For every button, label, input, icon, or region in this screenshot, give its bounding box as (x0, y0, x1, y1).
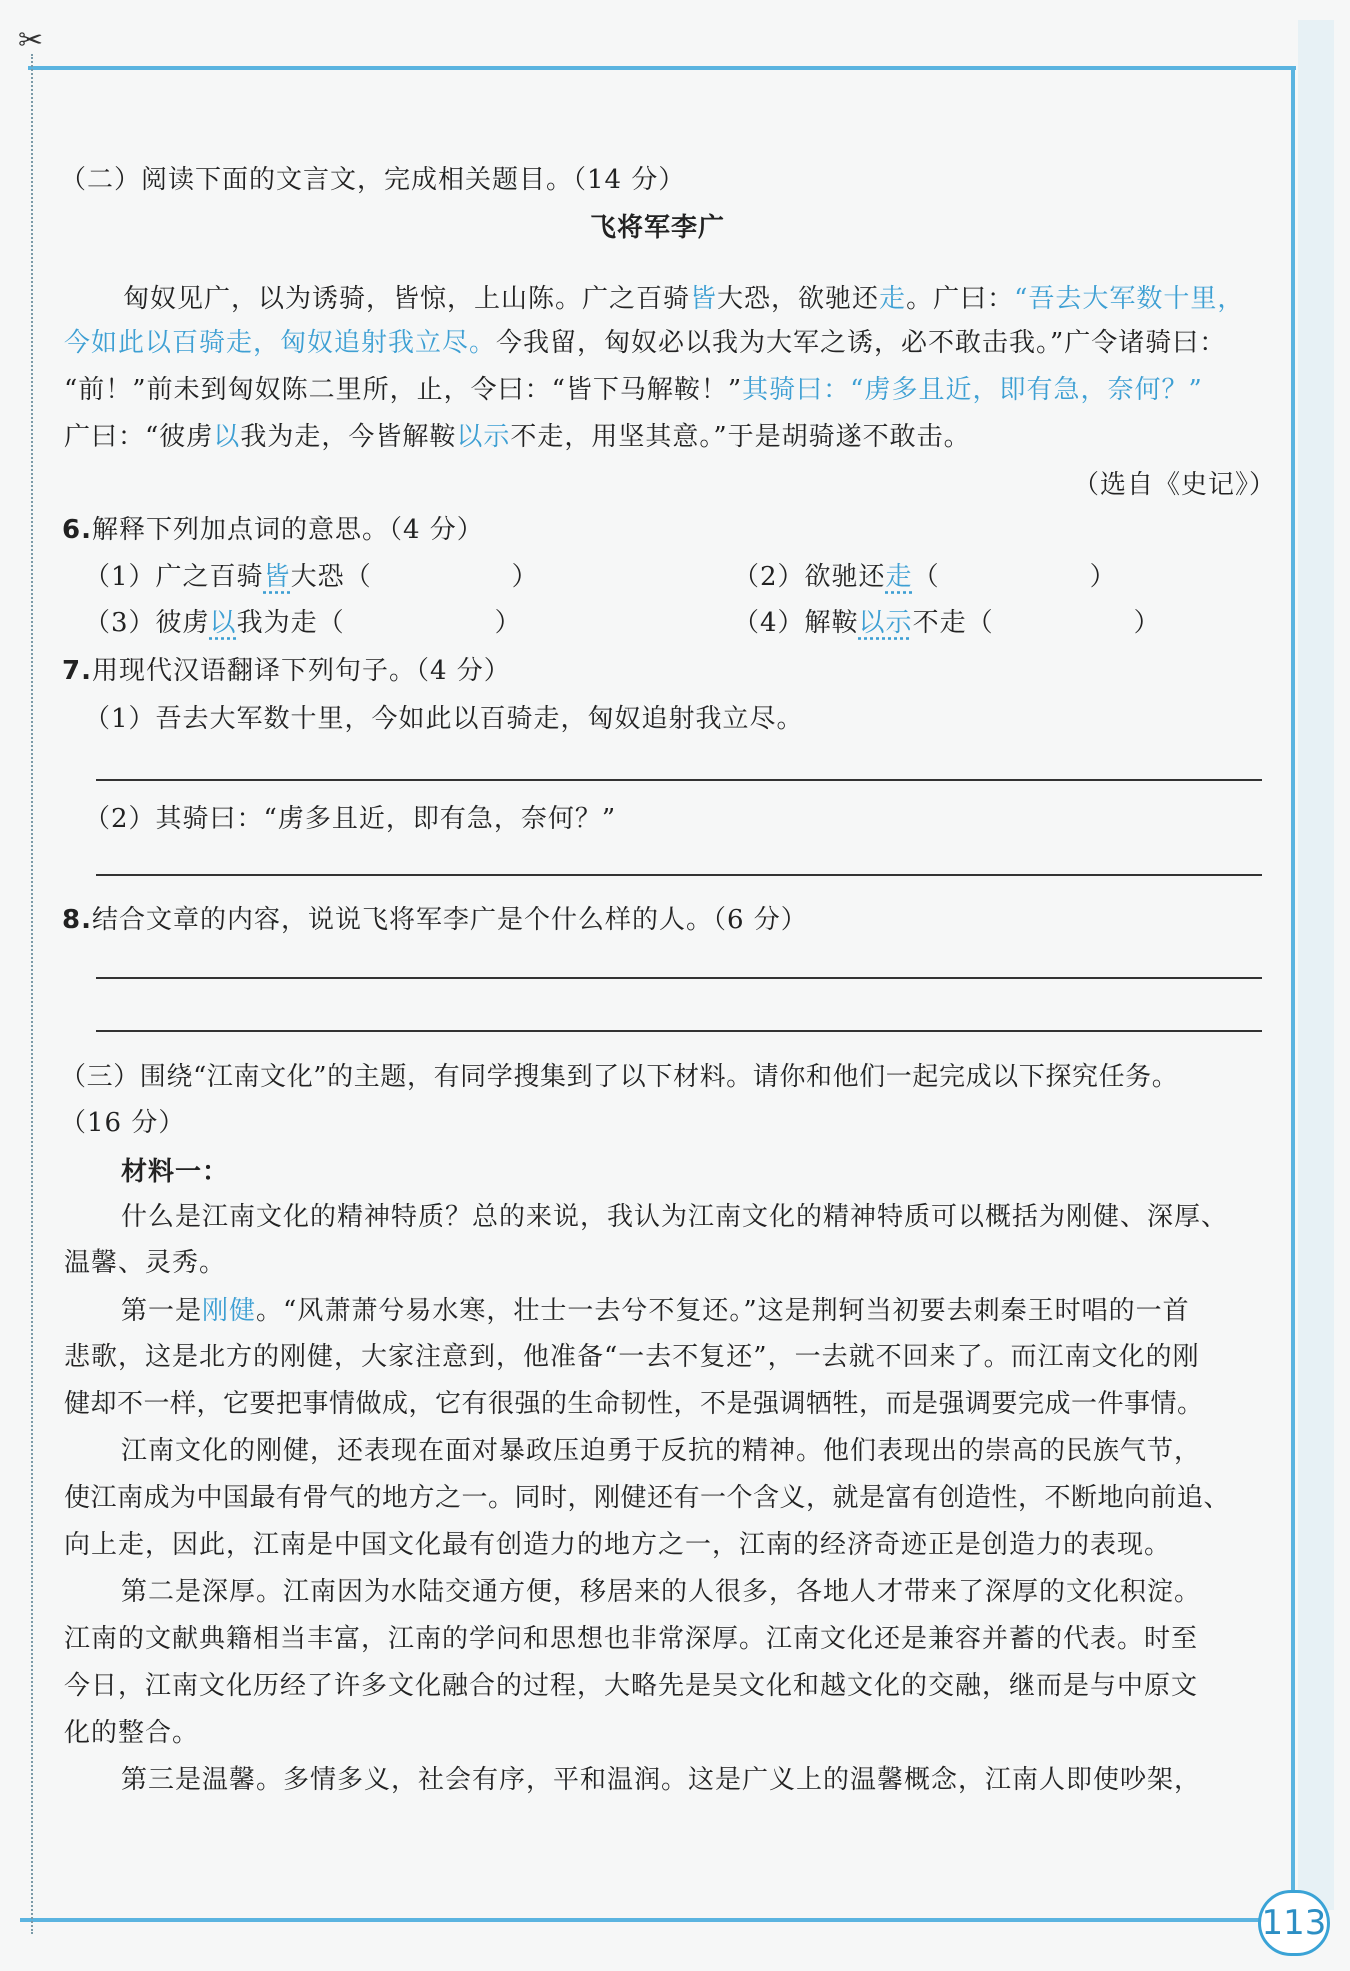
material-line-2: 温馨、灵秀。 (64, 1248, 227, 1278)
page-side-strip (1298, 20, 1334, 1910)
answer-line-4[interactable] (96, 1030, 1262, 1032)
passage-line-3: “前！”前未到匈奴陈二里所，止，令曰：“皆下马解鞍！”其骑曰：“虏多且近，即有急，奈何？” (64, 375, 1203, 405)
q6-heading: 6.解释下列加点词的意思。（4 分） (62, 515, 484, 545)
material-line-8: 向上走，因此，江南是中国文化最有创造力的地方之一，江南的经济奇迹正是创造力的表现。 (64, 1530, 1172, 1560)
q8-heading: 8.结合文章的内容，说说飞将军李广是个什么样的人。（6 分） (62, 905, 808, 935)
answer-line-3[interactable] (96, 977, 1262, 979)
cut-line (31, 54, 33, 1934)
q6-item-2: （2）欲驰还走（ ） (733, 562, 1117, 592)
material-line-12: 化的整合。 (64, 1718, 200, 1748)
material-label: 材料一： (121, 1157, 230, 1187)
q6-item-3: （3）彼虏以我为走（ ） (84, 608, 522, 638)
section3-heading: （三）围绕“江南文化”的主题，有同学搜集到了以下材料。请你和他们一起完成以下探究任务。 (60, 1062, 1179, 1092)
q7-heading: 7.用现代汉语翻译下列句子。（4 分） (62, 656, 511, 686)
frame-bottom-border (20, 1918, 1295, 1922)
material-line-1: 什么是江南文化的精神特质？总的来说，我认为江南文化的精神特质可以概括为刚健、深厚、 (121, 1202, 1229, 1232)
answer-line-1[interactable] (96, 779, 1262, 781)
material-line-10: 江南的文献典籍相当丰富，江南的学问和思想也非常深厚。江南文化还是兼容并蓄的代表。时至 (64, 1624, 1199, 1654)
passage-line-2: 今如此以百骑走，匈奴追射我立尽。今我留，匈奴必以我为大军之诱，必不敢击我。”广令诸骑曰： (64, 328, 1227, 358)
answer-line-2[interactable] (96, 874, 1262, 876)
passage-source: （选自《史记》） (1073, 470, 1277, 500)
material-line-11: 今日，江南文化历经了许多文化融合的过程，大略先是吴文化和越文化的交融，继而是与中原文 (64, 1671, 1199, 1701)
section2-heading: （二）阅读下面的文言文，完成相关题目。（14 分） (60, 165, 686, 195)
page-number: 113 (1258, 1890, 1330, 1956)
q7-sentence-1: （1）吾去大军数十里，今如此以百骑走，匈奴追射我立尽。 (84, 704, 804, 734)
material-line-6: 江南文化的刚健，还表现在面对暴政压迫勇于反抗的精神。他们表现出的崇高的民族气节， (121, 1436, 1202, 1466)
material-line-4: 悲歌，这是北方的刚健，大家注意到，他准备“一去不复还”，一去就不回来了。而江南文化的刚 (64, 1342, 1200, 1372)
q6-item-1: （1）广之百骑皆大恐（ ） (84, 562, 539, 592)
material-line-5: 健却不一样，它要把事情做成，它有很强的生命韧性，不是强调牺牲，而是强调要完成一件事情。 (64, 1389, 1204, 1419)
q7-sentence-2: （2）其骑曰：“虏多且近，即有急，奈何？” (84, 804, 617, 834)
material-line-9: 第二是深厚。江南因为水陆交通方便，移居来的人很多，各地人才带来了深厚的文化积淀。 (121, 1577, 1202, 1607)
passage-line-1: 匈奴见广，以为诱骑，皆惊，上山陈。广之百骑皆大恐，欲驰还走。广曰：“吾去大军数十里， (123, 284, 1245, 314)
frame-top-border (28, 66, 1296, 70)
frame-right-border (1291, 66, 1295, 1921)
passage-line-4: 广曰：“彼虏以我为走，今皆解鞍以示不走，用坚其意。”于是胡骑遂不敢击。 (64, 422, 971, 452)
material-line-7: 使江南成为中国最有骨气的地方之一。同时，刚健还有一个含义，就是富有创造性，不断地向前追、 (64, 1483, 1231, 1513)
q6-item-4: （4）解鞍以示不走（ ） (733, 608, 1161, 638)
section3-points: （16 分） (60, 1108, 186, 1138)
material-line-3: 第一是刚健。“风萧萧兮易水寒，壮士一去兮不复还。”这是荆轲当初要去刺秦王时唱的一首 (121, 1296, 1190, 1326)
material-line-13: 第三是温馨。多情多义，社会有序，平和温润。这是广义上的温馨概念，江南人即使吵架， (121, 1765, 1202, 1795)
passage-title: 飞将军李广 (590, 213, 726, 243)
scissors-icon: ✂ (18, 23, 44, 58)
